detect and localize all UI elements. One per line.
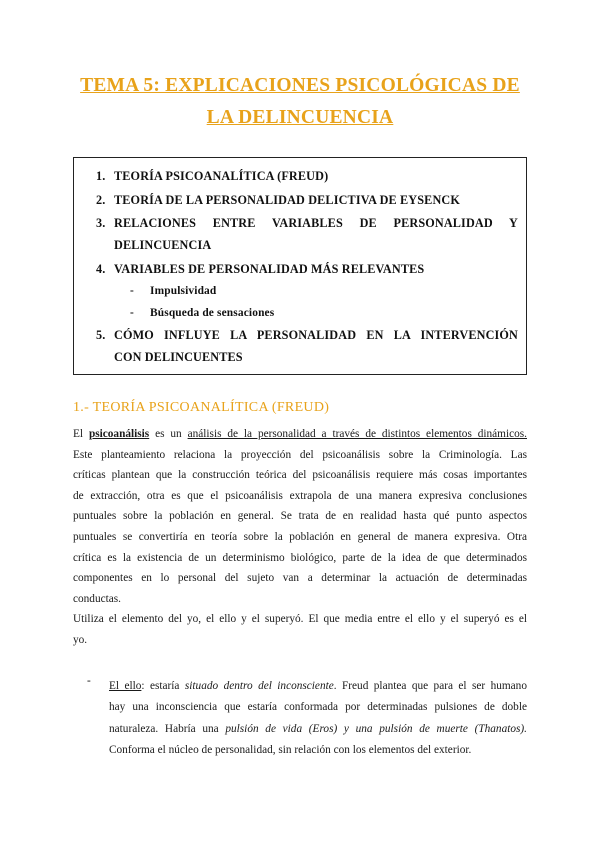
toc-item-number: 3.	[96, 216, 106, 230]
italic-text: situado dentro del inconsciente	[184, 680, 334, 692]
bullet-line	[109, 719, 527, 740]
bullet-line: hay una inconsciencia que estaría conformada por determinadas pulsiones de doble	[109, 701, 527, 714]
toc-item-label-cont: DELINCUENCIA	[114, 238, 212, 252]
bullet-line	[109, 676, 527, 697]
toc-item-label: TEORÍA PSICOANALÍTICA (FREUD)	[114, 169, 329, 183]
document-title	[40, 70, 560, 134]
toc-item-5	[74, 328, 528, 368]
para-line: yo.	[73, 633, 88, 646]
toc-item-label: TEORÍA DE LA PERSONALIDAD DELICTIVA DE EYSENCK	[114, 193, 460, 207]
text-run: naturaleza. Habría una	[109, 722, 226, 735]
text-run: El	[73, 428, 89, 440]
text-run: . Freud plantea que para el ser humano	[333, 680, 527, 692]
toc-item-label: CÓMO INFLUYE LA PERSONALIDAD EN LA INTERVENCIÓN	[114, 328, 518, 342]
toc-subitem-dash: -	[130, 307, 134, 319]
para-line: de extracción, otra es que el psicoanálisis extrapola de una manera expresiva conclusiones	[73, 489, 527, 502]
italic-text: pulsión de vida (Eros) y una pulsión de muerte (Thanatos).	[225, 722, 528, 735]
text-run: : estaría	[141, 680, 185, 692]
term-psicoanalisis: psicoanálisis	[88, 428, 150, 440]
toc-item-label-cont: CON DELINCUENTES	[114, 350, 243, 364]
bullet-line: Conforma el núcleo de personalidad, sin relación con los elementos del exterior.	[109, 743, 472, 756]
para-line: puntuales sobre la población en general. Se trata de en realidad hasta qué punto aspectos	[73, 510, 527, 523]
para-line: componentes en lo personal del sujeto van a determinar la actuación de determinadas	[73, 572, 527, 585]
para-line: Utiliza el elemento del yo, el ello y el superyó. El que media entre el ello y el superyó es el	[73, 613, 527, 626]
toc-subitem-label: Búsqueda de sensaciones	[150, 307, 275, 319]
toc-subitem-dash: -	[130, 285, 134, 297]
term-ello: El ello	[109, 680, 142, 692]
text-run: es un	[149, 428, 188, 440]
toc-item-number: 1.	[96, 169, 106, 183]
toc-item-label: VARIABLES DE PERSONALIDAD MÁS RELEVANTES	[114, 262, 425, 276]
para-line: crítica es la existencia de un determinismo biológico, parte de la idea de que determinados	[73, 551, 527, 564]
para-line: conductas.	[73, 592, 121, 605]
paragraph-intro	[73, 424, 527, 651]
toc-subitem-label: Impulsividad	[150, 285, 217, 297]
toc-item-number: 2.	[96, 193, 106, 207]
title-line-1: TEMA 5: EXPLICACIONES PSICOLÓGICAS DE	[80, 75, 520, 96]
title-line-2: LA DELINCUENCIA	[206, 107, 394, 128]
para-line: críticas plantean que la construcción teórica del psicoanálisis requiere más cosas importantes	[73, 469, 527, 482]
para-line: Este planteamiento relaciona la proyección del psicoanálisis sobre la Criminología. Las	[73, 448, 527, 461]
para-line	[73, 424, 527, 445]
toc-item-number: 5.	[96, 328, 106, 342]
definition-text: análisis de la personalidad a través de distintos elementos dinámicos.	[187, 428, 527, 440]
toc-item-3	[74, 216, 528, 256]
toc-item-number: 4.	[96, 262, 106, 276]
bullet-dash: -	[87, 675, 91, 687]
table-of-contents	[73, 157, 527, 375]
toc-item-label: RELACIONES ENTRE VARIABLES DE PERSONALIDAD Y	[114, 216, 518, 230]
bullet-ello	[109, 676, 527, 761]
para-line: puntuales se convertiría en teoría sobre la población en general de manera expresiva. Otra	[73, 530, 527, 543]
section-heading: 1.- TEORÍA PSICOANALÍTICA (FREUD)	[73, 400, 330, 415]
